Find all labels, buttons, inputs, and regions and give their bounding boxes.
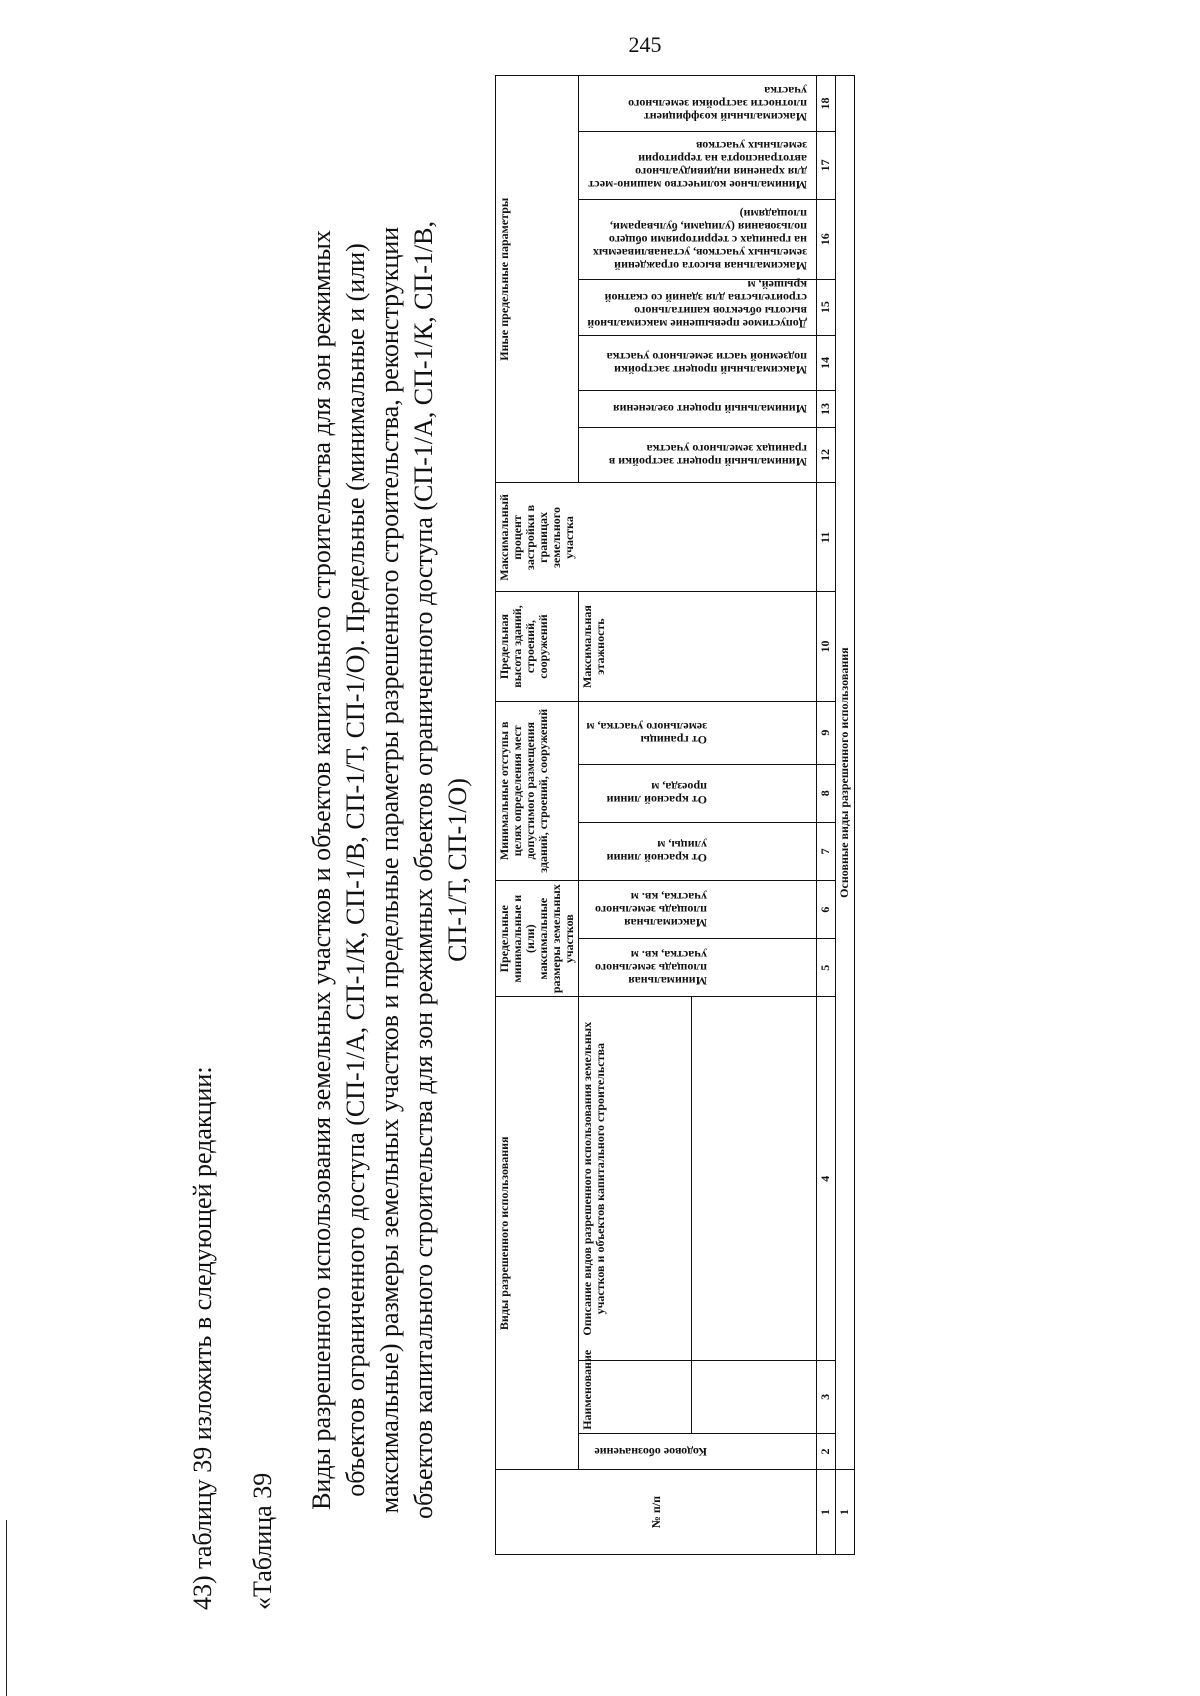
column-number: 14 — [817, 335, 836, 391]
header-setback-border: От границы земельного участка, м — [579, 701, 817, 764]
caption-line: объектов капитального строительства для зон режимных объектов ограниченного доступа (СП-1/А, СП-1/К, СП-1/В, — [409, 221, 438, 1519]
caption-line: Виды разрешенного использования земельных участков и объектов капитального строительства для зон режимных — [307, 230, 336, 1510]
header-name: Наименование — [579, 1361, 692, 1434]
column-number: 5 — [817, 939, 836, 997]
caption-line: объектов ограниченного доступа (СП-1/А, СП-1/К, СП-1/В, СП-1/Т, СП-1/О). Предельные (минимальные и (или) — [341, 243, 370, 1497]
header-permitted-uses: Виды разрешенного использования — [496, 997, 579, 1470]
header-plot-sizes: Предельные минимальные и (или) максимальные размеры земельных участков — [496, 880, 579, 996]
column-number: 15 — [817, 279, 836, 335]
header-height: Предельная высота зданий, строений, сооружений — [496, 592, 579, 701]
table-caption — [305, 210, 475, 1530]
header-param-14: Максимальный процент застройки подземной части земельного участка — [579, 335, 817, 391]
header-max-coverage: Максимальный процент застройки в границах земельного участка — [496, 483, 817, 592]
caption-line: максимальные) размеры земельных участков и предельные параметры разрешенного строительства, реконструкции — [375, 226, 404, 1514]
column-number: 12 — [817, 427, 836, 483]
column-number: 9 — [817, 701, 836, 764]
margin-line — [6, 1520, 7, 1696]
column-number: 2 — [817, 1433, 836, 1469]
header-code: Кодовое обозначение — [579, 1433, 817, 1469]
header-param-13: Минимальный процент озеленения — [579, 391, 817, 427]
zoning-parameters-table — [495, 75, 855, 1555]
table-label: «Таблица 39 — [248, 1472, 277, 1610]
header-description: Описание видов разрешенного использования земельных участков и объектов капитального строительства — [579, 997, 692, 1361]
header-spacer — [692, 997, 817, 1361]
column-number: 10 — [817, 592, 836, 701]
header-param-12: Минимальный процент застройки в границах земельного участка — [579, 427, 817, 483]
table-header-row — [579, 76, 692, 1555]
column-number: 17 — [817, 131, 836, 199]
header-other-parameters: Иные предельные параметры — [496, 76, 579, 483]
header-param-17: Минимальное количество машино-мест для хранения индивидуального автотранспорта на территории земельных участков — [579, 131, 817, 199]
column-number-row — [817, 76, 836, 1555]
column-number: 3 — [817, 1361, 836, 1434]
rotated-page-content — [20, 70, 1180, 1630]
header-param-18: Максимальный коэффициент плотности застройки земельного участка — [579, 76, 817, 132]
column-number: 4 — [817, 997, 836, 1361]
section-row — [836, 76, 855, 1555]
column-number: 6 — [817, 880, 836, 938]
column-number: 1 — [817, 1470, 836, 1555]
header-param-16: Максимальная высота ограждений земельных участков, устанавливаемых на границах с территориями общего пользования (улицами, бульварами, площадями) — [579, 199, 817, 279]
header-param-15: Допустимое превышение максимальной высоты объектов капитального строительства для зданий со скатной крышей, м — [579, 279, 817, 335]
page-number: 245 — [628, 32, 662, 57]
section-title: Основные виды разрешенного использования — [836, 76, 855, 1470]
column-number: 13 — [817, 391, 836, 427]
section-row-number: 1 — [836, 1470, 855, 1555]
column-number: 8 — [817, 764, 836, 822]
header-min-area: Минимальная площадь земельного участка, кв. м — [579, 939, 817, 997]
table-header-row — [496, 76, 579, 1555]
header-setback-drive: От красной линии проезда, м — [579, 764, 817, 822]
header-num: № п/п — [496, 1470, 817, 1555]
header-max-floors: Максимальная этажность — [579, 592, 817, 701]
column-number: 18 — [817, 76, 836, 132]
column-number: 7 — [817, 822, 836, 880]
column-number: 11 — [817, 483, 836, 592]
column-number: 16 — [817, 199, 836, 279]
header-setback-street: От красной линии улицы, м — [579, 822, 817, 880]
header-max-area: Максимальная площадь земельного участка, кв. м — [579, 880, 817, 938]
intro-text: 43) таблицу 39 изложить в следующей редакции: — [188, 1066, 217, 1610]
header-setbacks: Минимальные отступы в целях определения мест допустимого размещения зданий, строений, сооружений — [496, 701, 579, 880]
header-spacer — [692, 1361, 817, 1434]
caption-line: СП-1/Т, СП-1/О) — [443, 778, 472, 962]
